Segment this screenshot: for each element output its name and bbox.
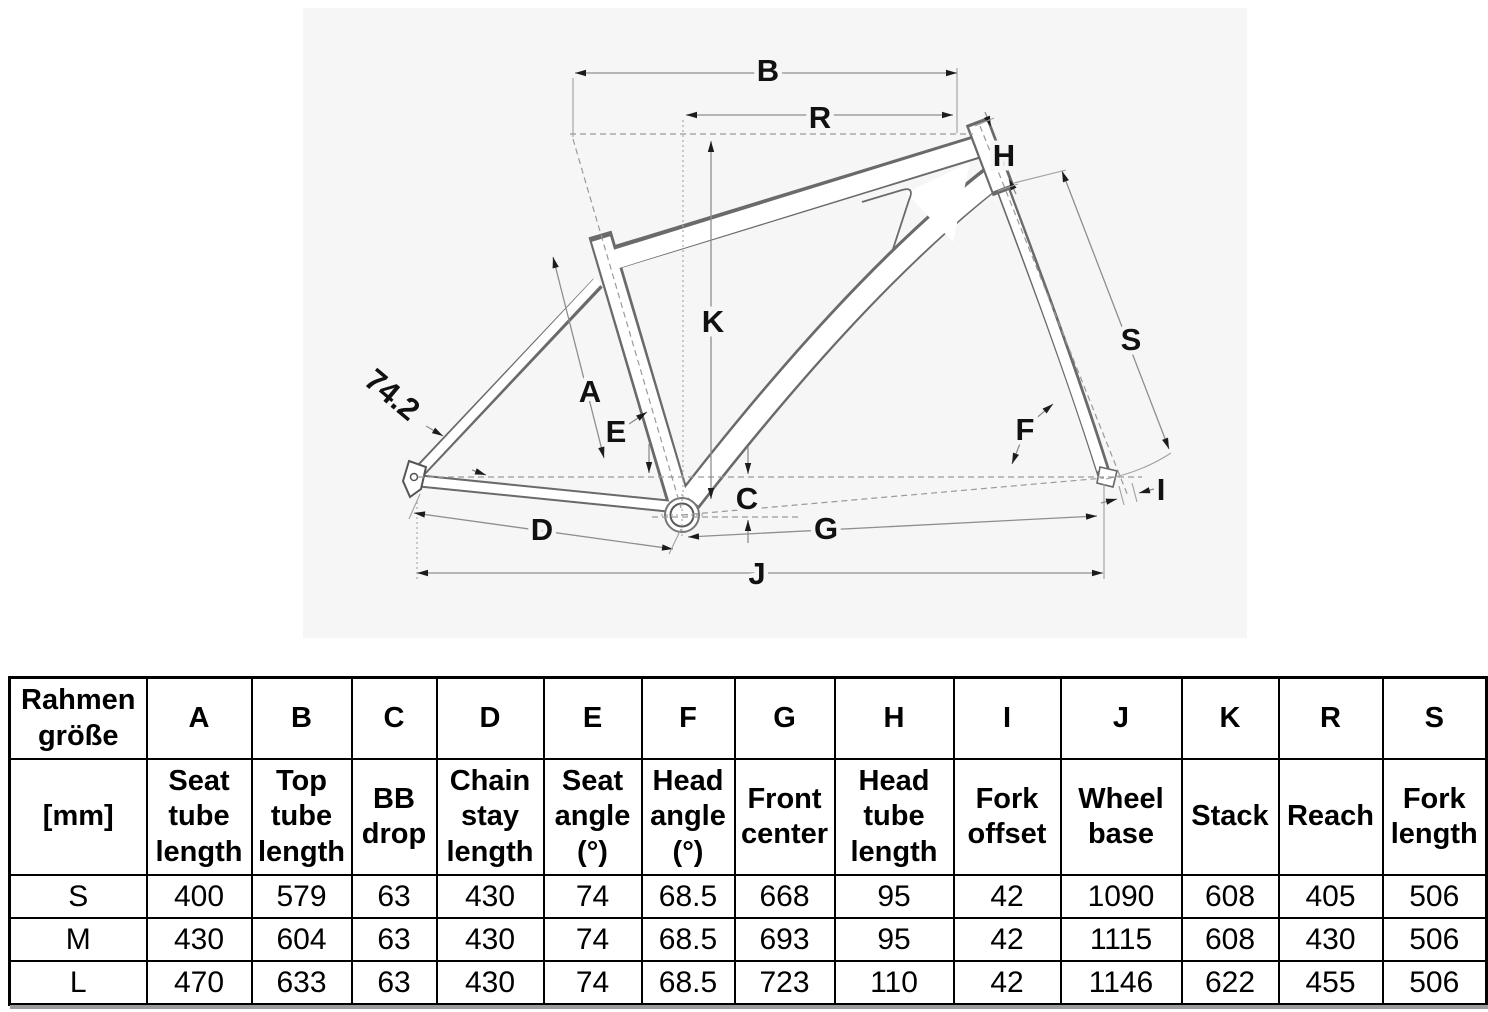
value-cell: 622 [1182, 961, 1279, 1005]
value-cell: 42 [954, 875, 1061, 918]
value-cell: 430 [147, 918, 252, 961]
dim-label-s: S [1120, 322, 1142, 357]
dim-label-d: D [530, 512, 554, 547]
seat-angle-value: 74.2 [357, 361, 427, 428]
dim-label-k: K [701, 304, 725, 339]
header-wheel-base: Wheel base [1061, 759, 1182, 875]
header-fork-offset: Fork offset [954, 759, 1061, 875]
header-fork-length: Fork length [1383, 759, 1487, 875]
dim-label-g: G [813, 511, 839, 546]
value-cell: 400 [147, 875, 252, 918]
header-front-center: Front center [735, 759, 835, 875]
value-cell: 1115 [1061, 918, 1182, 961]
value-cell: 42 [954, 918, 1061, 961]
header-top-tube-length: Top tube length [252, 759, 352, 875]
value-cell: 693 [735, 918, 835, 961]
dim-label-j: J [748, 556, 766, 591]
dim-label-a: A [578, 374, 602, 409]
header-letter-g: G [735, 678, 835, 760]
header-seat-tube-length: Seat tube length [147, 759, 252, 875]
dim-label-b: B [756, 53, 780, 88]
value-cell: 1090 [1061, 875, 1182, 918]
value-cell: 430 [437, 875, 544, 918]
header-stack: Stack [1182, 759, 1279, 875]
value-cell: 430 [437, 961, 544, 1005]
value-cell: 633 [252, 961, 352, 1005]
header-bb-drop: BB drop [352, 759, 437, 875]
value-cell: 68.5 [642, 875, 735, 918]
value-cell: 470 [147, 961, 252, 1005]
bottom-divider [10, 1005, 1488, 1009]
rear-dropout [403, 461, 426, 497]
size-cell: L [10, 961, 147, 1005]
geometry-table [8, 676, 1488, 1006]
value-cell: 604 [252, 918, 352, 961]
header-head-angle: Head angle (°) [642, 759, 735, 875]
size-cell: S [10, 875, 147, 918]
header-letter-s: S [1383, 678, 1487, 760]
value-cell: 1146 [1061, 961, 1182, 1005]
dim-label-f: F [1015, 412, 1035, 447]
size-cell: M [10, 918, 147, 961]
value-cell: 723 [735, 961, 835, 1005]
header-letter-k: K [1182, 678, 1279, 760]
value-cell: 63 [352, 961, 437, 1005]
value-cell: 95 [835, 875, 954, 918]
header-head-tube-length: Head tube length [835, 759, 954, 875]
value-cell: 608 [1182, 918, 1279, 961]
dim-label-h: H [992, 138, 1016, 173]
value-cell: 506 [1383, 961, 1487, 1005]
header-chain-stay-length: Chain stay length [437, 759, 544, 875]
table-row-size-s [10, 875, 1487, 918]
value-cell: 506 [1383, 918, 1487, 961]
value-cell: 110 [835, 961, 954, 1005]
value-cell: 579 [252, 875, 352, 918]
value-cell: 68.5 [642, 961, 735, 1005]
table-row-size-l [10, 961, 1487, 1005]
value-cell: 68.5 [642, 918, 735, 961]
header-letter-f: F [642, 678, 735, 760]
header-letter-r: R [1279, 678, 1383, 760]
header-letter-e: E [544, 678, 642, 760]
value-cell: 95 [835, 918, 954, 961]
header-frame-size: Rahmen größe [10, 678, 147, 760]
header-letter-h: H [835, 678, 954, 760]
header-letter-i: I [954, 678, 1061, 760]
header-letter-d: D [437, 678, 544, 760]
value-cell: 430 [1279, 918, 1383, 961]
value-cell: 63 [352, 918, 437, 961]
value-cell: 74 [544, 918, 642, 961]
dim-label-i: I [1156, 472, 1166, 507]
header-unit: [mm] [10, 759, 147, 875]
dim-label-r: R [808, 100, 832, 135]
value-cell: 42 [954, 961, 1061, 1005]
header-seat-angle: Seat angle (°) [544, 759, 642, 875]
value-cell: 430 [437, 918, 544, 961]
header-row-letters [10, 678, 1487, 760]
dim-label-e: E [605, 414, 627, 449]
value-cell: 455 [1279, 961, 1383, 1005]
value-cell: 74 [544, 875, 642, 918]
header-letter-c: C [352, 678, 437, 760]
value-cell: 63 [352, 875, 437, 918]
header-letter-j: J [1061, 678, 1182, 760]
value-cell: 506 [1383, 875, 1487, 918]
dim-label-c: C [735, 481, 759, 516]
header-row-descriptions [10, 759, 1487, 875]
table-row-size-m [10, 918, 1487, 961]
header-letter-b: B [252, 678, 352, 760]
value-cell: 405 [1279, 875, 1383, 918]
header-letter-a: A [147, 678, 252, 760]
value-cell: 668 [735, 875, 835, 918]
header-reach: Reach [1279, 759, 1383, 875]
value-cell: 608 [1182, 875, 1279, 918]
frame-outline [420, 121, 1104, 513]
value-cell: 74 [544, 961, 642, 1005]
